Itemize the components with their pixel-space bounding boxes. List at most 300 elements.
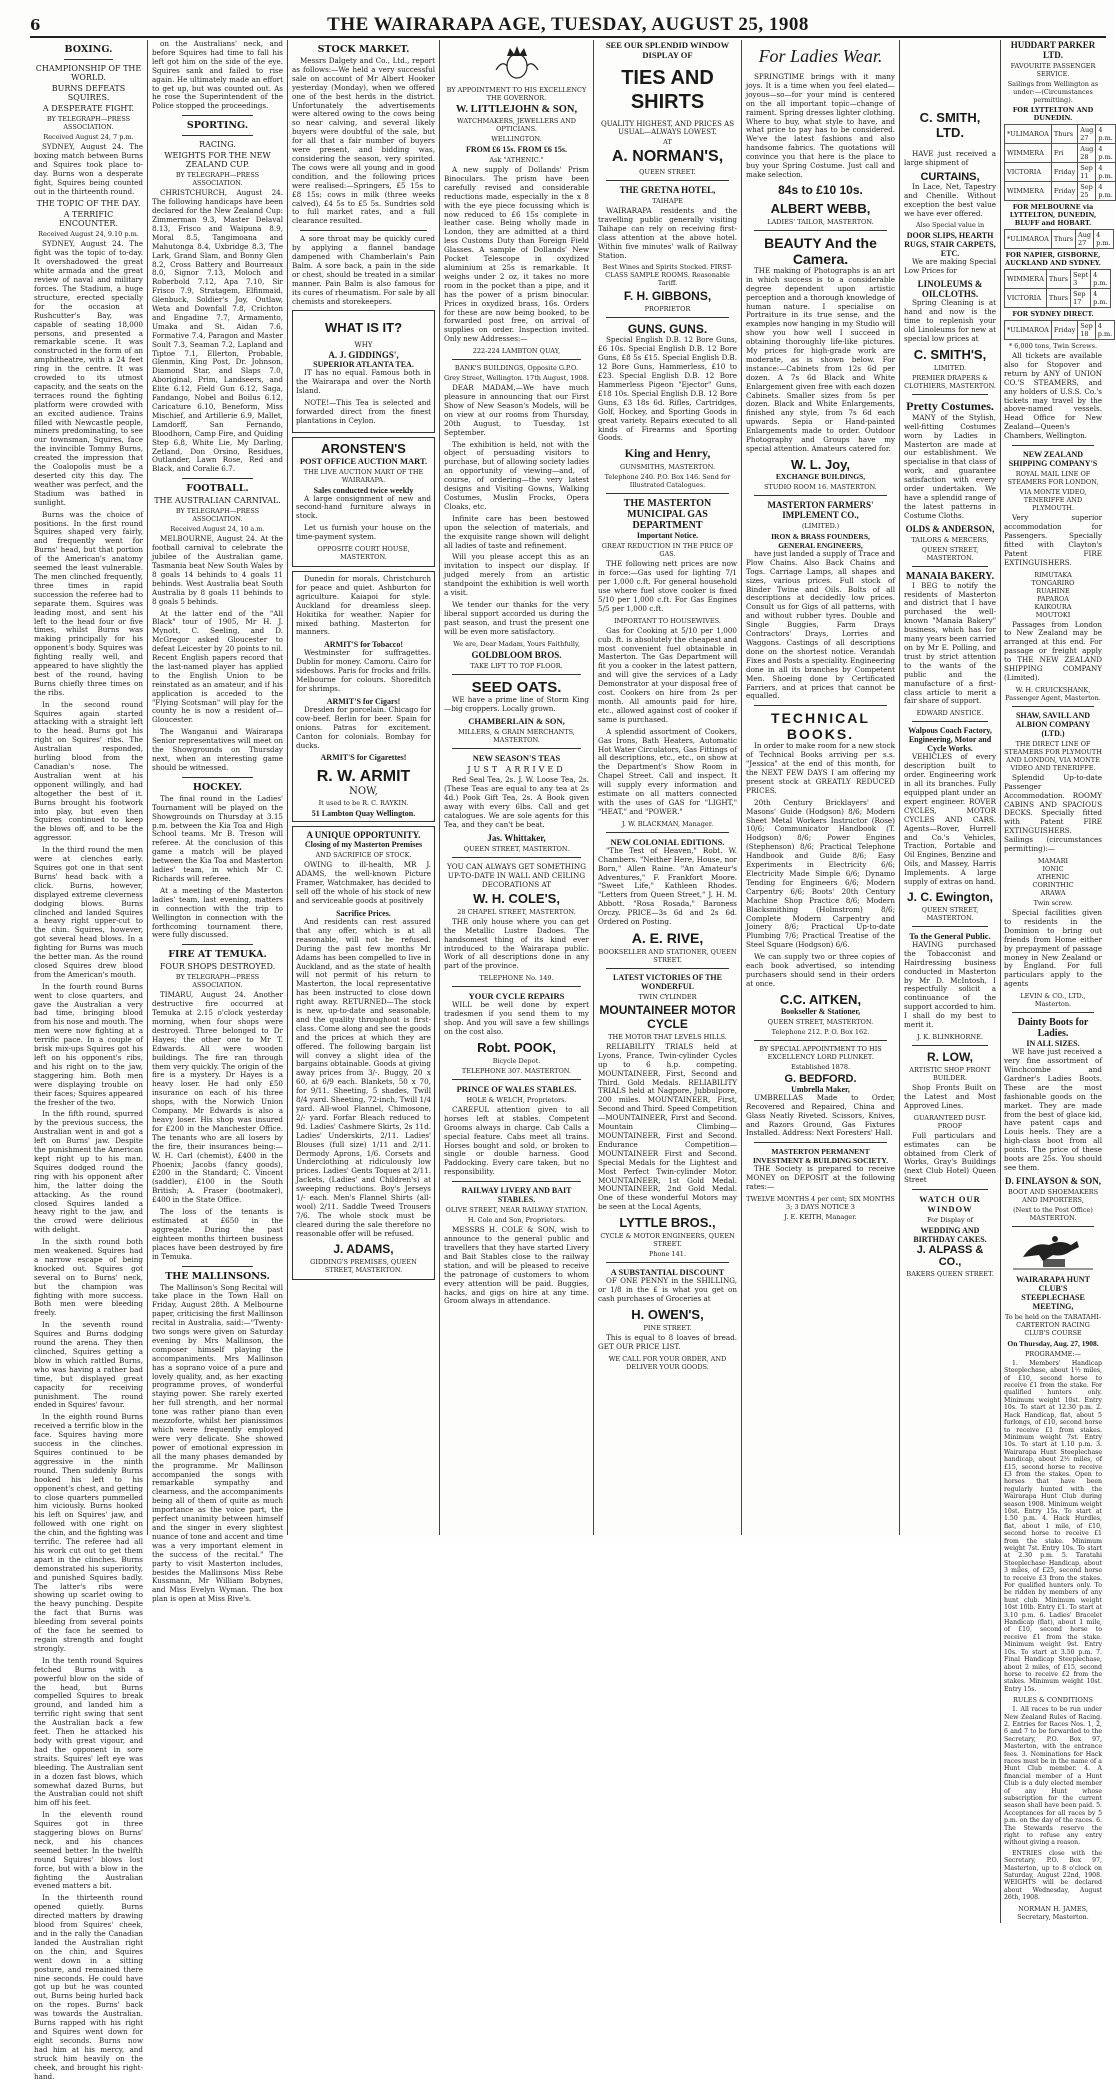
ad-address: CYCLE & MOTOR ENGINEERS, QUEEN STREET. (600, 1232, 735, 1249)
ad-name: Robt. POOK, (477, 1039, 556, 1055)
schedule-cell: Aug 27 (1076, 230, 1094, 249)
ad-headline: MANAIA BAKERY. (905, 570, 995, 582)
ad-text: have just landed a supply of Trace and Plow Chains. Also Back Chains and Togs. Carriage Lamps, all shapes and sizes, various prices. Full stock of Binder Twine and Oils. Bolts of all descriptions at decidedly low prices. Consult us for Gigs of all patterns, with and without rubber tyres. Double and Single Buggies, Farm Drays Contractors' Drays, Lorries and Waggons. Castings of all descriptions done on the shortest notice. Verandah Fixes and Posts a speciality. Engineering done in all its branches by Competent Men. Shoeing done by Certificated Farriers, and at prices that cannot be equalled. (746, 548, 895, 701)
ad-text: Passages from London to New Zealand may be arranged at this end. For passage or freight apply to THE NEW ZEALAND SHIPPING COMPANY (Limited). (1004, 619, 1102, 682)
article-paragraph: In the seventh round Squires and Burns dodging round the arena. They then clinched, Squires getting a blow in which rattled Burns, who was having a rather bad time, but displayed great capacity for receiving punishment. The round ended in Squires' favour. (34, 1320, 143, 1410)
ad-text: We tender our thanks for the very liberal support accorded us during the past season, and trust the present one will be even more satisfactory. (444, 599, 589, 636)
ad-subtitle: WATCHMAKERS, JEWELLERS AND OPTICIANS. (456, 117, 577, 133)
ad-subtitle: GENERAL ENGINEERS, (778, 540, 863, 550)
ad-headline: DOOR SLIPS, HEARTH RUGS, STAIR CARPETS, ETC. (904, 231, 996, 259)
schedule-cell: Sep 25 (1078, 182, 1096, 201)
ad-text: MESSRS H. COLE & SON, wish to announce to the general public and travellers that they have started Livery and Bait Stables close to the railway station, and will be pleased to receive the patronage of customers to whom every attention will be paid. Buggies, hacks, and gigs on hire at any time. Groom always in attendance. (444, 1225, 589, 1306)
ad-text: We are making Special Low Prices for (904, 257, 996, 276)
ad-name: ALBERT WEBB, (770, 200, 871, 216)
ad-text: In order to make room for a new stock of Technical Books arriving per s.s. "Jessica" at the end of this month, for the NEXT FEW DAYS I am offering my present stock at GREATLY REDUCED PRICES. (746, 741, 895, 795)
subheadline: THE TOPIC OF THE DAY. (36, 199, 141, 209)
schedule-row (1005, 289, 1111, 308)
ad-price: FROM £6 15s. FROM £6 15s. (465, 145, 568, 154)
ad-address: OLIVE STREET, NEAR RAILWAY STATION. (445, 1206, 588, 1215)
article-paragraph: The final round in the Ladies' Tournament will be played on the Showgrounds on Thursday at 3.15 p.m. between the Kia Toa and High School teams. Mr B. Treson will referee. At the conclusion of this game a match will be played between the Kia Toa and Masterton ladies' team, in which Mr C. Richards will referee. (152, 793, 283, 883)
article-paragraph: Messrs Dalgety and Co., Ltd., report as follows:—We held a very successful sale on account of Mr Albert Hooker yesterday (Monday), when we offered one of the best herds in the district. Unfortunately the advertisements were altered owing to the cows being so near calving, and several likely buyers were doubtful of the sale, but for all that a fair number of buyers were present, and bidding was, considering the season, very spirited. The cows were all young and in good condition, and the following prices were realised:—Springers, £5 15s to £8 15s; cows in milk (three weeks calved), £4 5s to £5 5s. Sundries sold to full market rates, and a full clearance resulted. (292, 56, 435, 226)
article-paragraph: In the third round the men were at clenches early. Squires got one in that sent Burns' head back with a click. Burns, however, displayed extreme cleverness dodging blows. Burns clinched and landed Squires a heavy right upper-cut to the chin. Squires, however, got several head blows. In a fighting for Burns was much the better man. As the round closed Squires drew blood from the American's mouth. (34, 845, 143, 979)
ad-text: TAKE LIFT TO TOP FLOOR. (470, 661, 563, 670)
ad-headline: WAIRARAPA HUNT CLUB'S (1016, 1274, 1090, 1293)
ad-name: CHAMBERLAIN & SON, (468, 716, 565, 727)
ad-text: A splendid assortment of Cookers, Gas Irons, Bath Heaters, Automatic Hot Water Circulators, Gas Fittings of all descriptions, etc., etc., on show at the Department's Show Room in Chapel Street. Call and inspect. It will supply every information and estimate on all matters connected with the uses of GAS for "LIGHT," "HEAT," and "POWER." (598, 726, 737, 816)
section-heading: STOCK MARKET. (317, 44, 410, 55)
ad-subtitle: GUARANTEED DUST-PROOF (913, 1113, 987, 1130)
ad-signature: W. H. CRUICKSHANK, Passenger Agent, Masterton. (1005, 685, 1101, 702)
ad-name: R. LOW, (927, 1050, 973, 1064)
ad-text: THE making of Photographs is an art in which success is to a considerable degree dependent upon artistic perception and a thorough knowledge of human nature. I specialise on Portraiture in its true sense, and the examples now hanging in my Studio will show you how well I succeed in obtaining thoroughly life-like pictures. My prices for high-grade work are moderate, as is shown below. For instance:—Cabinets from 12s 6d per dozen. A 7s 6d Black and White Enlargement given free with each dozen Cabinets. Smaller sizes from 5s per dozen. Black and White Enlargements, finished any style, from 7s 6d each upwards. Sepia or Hand-painted Enlargements made to order. Outdoor Photography and Groups have my special attention. Amateurs catered for. (746, 265, 895, 453)
column-2 (148, 39, 288, 1604)
received: Received August 24, 7 p.m. (43, 133, 134, 141)
masthead (30, 14, 1106, 38)
sailing-schedule (1004, 229, 1114, 249)
ad-signature: J. W. BLACKMAN, Manager. (621, 819, 714, 828)
schedule-cell: 4 p.m. (1091, 289, 1110, 308)
ship-list (1004, 857, 1102, 897)
ad-subtitle: PROGRAMME:— (1024, 1349, 1082, 1358)
ad-name: MASTERTON FARMERS' IMPLEMENT CO., (767, 499, 874, 520)
ad-text: YOU CAN ALWAYS GET SOMETHING UP-TO-DATE IN WALL AND CEILING DECORATIONS AT (447, 861, 586, 889)
ad-name: H. OWEN'S, (631, 1306, 704, 1322)
ad-headline: A SUBSTANTIAL DISCOUNT (610, 1267, 725, 1278)
ad-subtitle: IN ALL SIZES. (1026, 1039, 1080, 1049)
ad-name: J. ALPASS & CO., (916, 1244, 984, 1269)
article-paragraph: In the fourth round Burns went to close quarters, and gave the Australian a very bad time, bringing blood from his nose and mouth. The men were now fighting at a terrific pace. In a couple of brisk mix-ups Squires got his left on his opponent's ribs, and his right on to the jaw, staggering him. Both men were displaying trouble on their faces; Squires appeared the fresher of the two. (34, 981, 143, 1107)
ad-text: In Lace, Net, Tapestry and Chenille. Without exception the best value we have ever offered. (904, 181, 996, 218)
schedule-cell: Thurs (1046, 270, 1070, 289)
ad-subtitle: H. Cole and Son, Proprietors. (467, 1216, 566, 1225)
ad-text: * 6,000 tons, Twin Screws. (1008, 342, 1098, 350)
subheadline: THE AUSTRALIAN CARNIVAL. (154, 496, 281, 506)
schedule-row (1005, 182, 1116, 201)
article-paragraph: TIMARU, August 24. Another destructive fire occurred at Temuka at 2.15 o'clock yesterday morning, when four shops were destroyed. Three belonged to Dr Hayes; the other one to Mr T. Edwards. All were wooden buildings. The fire ran through them very quickly. The origin of the fire is a mystery. Dr Hayes is a heavy loser. He had only £50 insurance on each of his three shops, with the Norwich Union Company. Mr Edwards is also a heavy loser. His shop was insured for £200 in the Manchester Office. The tenants who are all losers by the fire, their insurances being:—W. H. Carl (chemist), £400 in the Phoenix; Jacobs (fancy goods), £200 in the Standard; C. Vincent (saddler), £100 in the South British; A. Fraser (bootmaker), £400 in the State Office. (152, 990, 283, 1205)
ad-address: PREMIER DRAPERS & CLOTHIERS, MASTERTON. (904, 373, 996, 390)
column-1 (30, 40, 148, 2081)
ad-headline: PRINCE OF WALES STABLES. (456, 1083, 577, 1094)
ad-headline: TECHNICAL BOOKS. (771, 710, 870, 743)
ad-headline: TIES AND SHIRTS (621, 67, 714, 113)
ad-headline: WHAT IS IT? (324, 320, 403, 336)
article-paragraph: In the thirteenth round opened quietly. Burns directed matters by drawing blood from Squires' cheek, and in the rally the Canadian landed the Australian right on the chin, and Squires went down in a sitting posture, and remained there nine seconds. He could have got up but he was counted out, Burns being hurled back on the ropes. Burns' back was towards the Australian. Burns rapped with his right and Squires went down for eight seconds. Burns now had him at his mercy, and struck him heavily on the cheek, and brought his right-hand. (34, 1893, 143, 2081)
ad-headline: A UNIQUE OPPORTUNITY. (306, 830, 421, 841)
schedule-cell: 4 p.m. (1091, 270, 1110, 289)
ad-subtitle: JUST ARRIVED (467, 765, 566, 775)
headline: CHAMPIONSHIP OF THE WORLD. (35, 64, 142, 82)
page-number: 6 (30, 16, 41, 34)
ad-text: WE have a prime line of Storm King—big croppers. Locally grown. (444, 694, 589, 713)
smith-ads (904, 40, 996, 1923)
ad-text: THE only house where you can get the Metallic Lustre Dadoes. The handsomest thing of its kind ever introduced to the Wairarapa public. Work of all descriptions done in any part of the province. (444, 916, 589, 971)
ad-text: Twin screw. (1033, 899, 1073, 907)
ad-text: BY APPOINTMENT TO HIS EXCELLENCY THE GOVERNOR. (446, 86, 587, 102)
ad-address: EXCHANGE BUILDINGS, (775, 471, 866, 481)
subheadline: RACING. (199, 140, 236, 150)
ad-subtitle: TAILORS & MERCERS, (911, 535, 989, 544)
ad-text: Gas for Cooking at 5/10 per 1,000 cub. ft. is absolutely the cheapest and most convenient fuel obtainable in Masterton. The Gas Department will fit you a cooker in the latest pattern, and will give the services of a Lady Demonstrator at your disposal free of cost. Cookers on hire from 2s per month. All amounts paid for hire, etc., allowed against cost of cooker if same is purchased. (598, 625, 737, 724)
ad-subtitle: IMPORTANT TO HOUSEWIVES. (614, 616, 721, 625)
schedule-cell: Aug 27 (1078, 125, 1096, 144)
credit: BY TELEGRAPH—PRESS ASSOCIATION. (46, 115, 131, 131)
horse-jumping-icon (1013, 1231, 1093, 1271)
ad-subtitle: Sacrifice Prices. (336, 908, 391, 918)
ad-text: Sailings from Wellington as under:—(Circumstances permitting). (1007, 80, 1099, 104)
ad-text: HAVE just received a large shipment of (904, 149, 996, 167)
ad-text: "The Test of Heaven," Robt. W. Chambers. "Neither Here, House, nor Born," Allen Raine. "An Amateur's Adventures," F. Frankfort Moore. "Sweet Life," Kathleen Rhodes. "Letters from Queen Street," J. H. M. Abbott. "Rosa Rosada," Baroness Orczy. PRICE—3s 6d and 2s 6d. Ordered on Posting. (598, 845, 737, 927)
ad-subtitle: FOR SYDNEY DIRECT. (1012, 310, 1094, 318)
article-paragraph: SYDNEY, August 24. The boxing match between Burns and Squires took place to-day. Burns won a desperate fight, Squires being counted out in the thirteenth round. (34, 142, 143, 196)
received: Received August 24, 9.10 p.m. (38, 230, 139, 239)
subheadline: FOUR SHOPS DESTROYED. (159, 962, 276, 972)
schedule-cell: Friday (1051, 321, 1077, 340)
schedule-cell: 4 p.m. (1096, 182, 1115, 201)
ad-text: Let us furnish your house on the time-payment system. (296, 523, 431, 542)
ad-subtitle: AND SACRIFICE OF STOCK. (315, 851, 412, 860)
ad-subtitle: FOR LYTTELTON AND DUNEDIN. (1012, 106, 1094, 122)
column-3 (288, 40, 440, 1535)
ad-name: J. C. Ewington, (907, 889, 993, 904)
sailing-schedule (1004, 124, 1116, 201)
ad-text: NOW, (349, 786, 378, 798)
ad-text: A large consignment of new and second-hand furniture always in stock. (296, 493, 431, 521)
ad-text: Phone 141. (648, 1250, 687, 1259)
ad-text: Grey Street, Wellington. 17th August, 1908. (444, 374, 589, 383)
ad-address: 222-224 LAMBTON QUAY, (472, 347, 561, 356)
ad-text: TELEPHONE No. 149. (479, 974, 554, 983)
section-heading: FOOTBALL. (186, 483, 249, 495)
ship-name: KAIKOURA (1034, 602, 1072, 611)
ad-address: QUEEN STREET, MASTERTON. (463, 844, 570, 853)
ship-name: ATHENIC (1036, 873, 1070, 881)
ad-text: And residents can rest assured that any offer, which is at all reasonable, will not be refused. During the past few months Mr Adams has been compelled to live in Auckland, and as the state of health will not permit of his return to Masterton, the local representative has been instructed to close down right away. RETURNED—The stock is new, up-to-date and seasonable, and the quality throughout is first-class. Come along and see the goods and the prices at which they are offered. The following bargain list will convey a slight idea of the bargains obtainable. Goods at giving away prices from 3/-. Buggy, 20 x 60, at 6/9 each. Blankets, 50 x 70, for 9/11. Sheeting, 5 shades, Twill 8/4 yard. Sheeting, 72-inch, Twill 1/4 yard. All-wool Flannel, Chimosone, 2/- yard. Forfar Bleach reduced to 9d. Ladies' Cashmere Skirts, 2s 11d. Ladies' Underskirts, 2/11. Ladies' Blouses (full size) 1/11 and 2/11. Dermody Aprons, 1/6. Corsets and Underclothing at ridiculously low prices. Ladies' Gents Toques at 2/11. Jackets, (Ladies' and Children's) at sweeping reductions. Boy's Jerseys 1/- each. Men's Flannel Shirts (all-wool) 2/11. Saddle Tweed Trousers 7/6. The whole stock must be cleared during the sale therefore no reasonable offer will be refused. (296, 916, 432, 1238)
ad-signature: J. E. KEITH, Manager. (784, 1213, 857, 1222)
ad-address: QUEEN STREET, MASTERTON. (921, 905, 979, 922)
ad-address: QUEEN STREET, MASTERTON. (921, 545, 979, 562)
ad-name: G. BEDFORD. (784, 1072, 857, 1085)
schedule-row (1005, 163, 1116, 182)
ad-subtitle: BOOT AND SHOEMAKERS AND IMPORTERS, (1007, 1187, 1099, 1204)
ad-text: NOTE!—This Tea is selected and forwarded direct from the finest plantations in Ceylon. (296, 397, 431, 425)
ad-subtitle: ROYAL MAIL LINE OF STEAMERS FOR LONDON, (1007, 470, 1099, 487)
ad-subtitle: THE DIRECT LINE OF STEAMERS FOR PLYMOUTH AND LONDON, VIA MONTE VIDEO AND TENERIFFE. (1004, 739, 1102, 772)
section-heading: BOXING. (64, 44, 113, 55)
ad-name: A. NORMAN'S, (611, 148, 724, 165)
ad-text: We can supply two or three copies of each book advertised, so intending purchasers should send in their orders at once. (746, 952, 895, 988)
ad-text: IT has no equal. Famous both in the Wairarapa and over the North Island. (296, 368, 431, 395)
schedule-cell: *ULIMAROA (1005, 321, 1052, 340)
ad-address: OPPOSITE COURT HOUSE, MASTERTON. (317, 545, 410, 562)
ad-text: 1. Members' Handicap Steeplechase, about 1½ miles, of £10, second horse to receive £1 from the stake. For qualified hunters only. Minimum weight 10st. Entry 10s. To start at 12.30 p.m. 2. Hack Handicap, flat, about 5 furlongs, of £10, second horse to receive £1 from stakes. Minimum weight 7st. Entry 10s. To start at 1.10 p.m. 3. Wairarapa Hunt Steeplechase handicap, about 2½ miles, of £15, second horse to receive £3 from the stakes. Open to horses that have been regularly hunted with the Wairarapa Hunt Club during season 1908. Minimum weight 10st. Entry 15s. To start at 1.50 p.m. 4. Hack Hurdles, flat, about 1 mile, of £10, second horse to receive £1 from the stake. Minimum weight 7st. Entry 10s. To start at 2.30 p.m. 5. Taratahi Steeplechase Handicap, about 3 miles, of £25, second horse to receive £3 from the stakes. For qualified hunters only. To be ridden by members of any hunt club. Minimum weight 10st 10lb. Entry £1. To start at 3.10 p.m. 6. Ladies' Bracelet Handicap (flat), about 1 mile, of £10, second horse to receive £1 from the stake. Minimum weight 9st. Entry 10s. To start at 3.50 p.m. 7. Final Handicap Steeplechase, about 2 miles, of £15, second horse to receive £2 from the stakes. Minimum weight 10st. Entry 15s. (1004, 1359, 1102, 1693)
ad-headline: Pretty Costumes. (906, 398, 994, 413)
ad-text: Splendid Up-to-date Passenger Accommodation. ROOMY CABINS AND SPACIOUS DECKS. Specially fitted with Patent FIRE EXTINGUISHERS. Sailings (circumstances permitting):— (1004, 772, 1102, 854)
ad-address: LADIES' TAILOR, MASTERTON. (767, 217, 874, 226)
ad-date: On Thursday, Aug. 27, 1908. (1007, 1338, 1099, 1348)
ad-name: Jas. Whittaker, (487, 832, 546, 843)
ad-name: A. E. RIVE, (631, 929, 704, 946)
article-paragraph: In the sixth round both men weakened. Squires had a narrow escape of being knocked out. Squires got several on to Burns' neck, but the champion was fighting with more success. Both men were bleeding freely. (34, 1237, 143, 1318)
schedule-cell: WIMMERA (1005, 144, 1052, 163)
ad-subtitle: ARMIT'S for Tobacco! (324, 640, 403, 650)
ad-headline: WEDDING AND BIRTHDAY CAKES. (913, 1226, 987, 1245)
article-paragraph: The loss of the tenants is estimated at £650 in the aggregate. During the past eighteen months thirteen business places have been destroyed by fire in Temuka. (152, 1207, 283, 1261)
ad-text: THE Society is prepared to receive MONEY on DEPOSIT at the following rates:— (746, 1164, 895, 1192)
ship-name: MOUTOKI (1035, 610, 1071, 619)
ad-headline: GUNS. GUNS. (627, 322, 708, 337)
ad-headline: YOUR CYCLE REPAIRS (468, 991, 565, 1002)
ad-headline: MOUNTAINEER MOTOR CYCLE (599, 1002, 736, 1031)
ship-list (1004, 571, 1102, 619)
article-paragraph: SYDNEY, August 24. The fight was the topic of to-day. It overshadowed the great white armada and the great review of naval and military forces. The Stadium, a huge structure, erected specially for the occasion at Rushcutter's Bay, was capable of seating 18,000 persons, and presented a remarkable scene. It was constructed in the form of an amphitheatre, with a 24 feet ring in the centre. It was crowded to its utmost capacity, and the seats on the terraces round the fighting platform were crowded with an excited audience. Trains filled with Newcastle people, miners predominating, to see our townsman, Squires, face the invincible Tommy Burns, created the impression that the Coalopolis must be a deserted city this day. The weather was perfect, and the Stadium was bathed in sunlight. (34, 239, 143, 507)
subheadline: A DESPERATE FIGHT. (42, 104, 135, 113)
schedule-cell: Sep 11 (1078, 163, 1096, 182)
ad-text: ENTRIES close with the Secretary, P.O. Box 97, Masterton, up to 8 o'clock on Saturday, August 22nd, 1908. WEIGHTS will be declared about Wednesday, August 26th, 1908. (1004, 1849, 1102, 1902)
ship-name: MAMARI (1037, 857, 1069, 865)
ad-subtitle: HOLE & WELCH, Proprietors. (466, 1095, 567, 1104)
ad-text: HAVING purchased the Tobacconist and Hairdressing business conducted in Masterton by Mr D. McIntosh, I respectfully solicit a continuance of the support accorded to him. I shall do my best to merit it. (904, 939, 996, 1030)
ad-text: We are, Dear Madam, Yours Faithfully, (453, 639, 580, 648)
schedule-cell: *ULIMAROA (1005, 125, 1052, 144)
ad-headline: BEAUTY And the Camera. (764, 234, 877, 267)
ad-subtitle: VIA MONTE VIDEO, TENERIFFE AND PLYMOUTH. (1019, 488, 1087, 513)
ad-text: WE have just received a very fine assortment of Winchcombe and Gardner's Ladies Boots. These are the most fashionable goods on the market. They are made from the best of glace kid, have patent caps and Louis heels. They are a high-class boot from all points. The price of these boots are 25s. You should see them. (1004, 1047, 1102, 1172)
article-paragraph: Burns was the choice of positions. In the first round Squires shaped very fairly, and frequently went for Burns' head, but that portion of the American's anatomy seemed the least vulnerable. The men clinched frequently, three times in rapid succession the referee had to separate them. Squires was leading most, and sent his left to the head four or five times, whilst Burns was making principally for his opponent's body. Squires was fighting really well, and appeared to have slightly the best of the round, having Burns chiefly three times on the ribs. (34, 509, 143, 697)
ad-address: STUDIO ROOM 16. MASTERTON. (764, 482, 877, 491)
ad-name: A. J. GIDDINGS', (328, 350, 399, 361)
ad-subtitle: Bookseller & Stationer, (780, 1006, 861, 1016)
subheadline: A TERRIFIC ENCOUNTER. (58, 210, 118, 229)
schedule-cell: WIMMERA (1005, 182, 1052, 201)
schedule-cell: 4 p.m. (1094, 230, 1113, 249)
ad-text: All tickets are available also for Stopover and return by ANY of UNION CO.'S STEAMERS, and any holders of U.S.S. Co.'s tickets may travel by the above-named vessels. Head Office for New Zealand—Queen's Chambers, Wellington. (1004, 351, 1102, 441)
ad-text: THE following nett prices are now in force:—Gas used for lighting 7/1 per 1,000 c.ft. For general household use where fuel stove cooker is fixed 5/10 per 1,000 c.ft. For Gas Engines 5/5 per 1,000 c.ft. (598, 559, 737, 613)
ad-subtitle: ARMIT'S for Cigarettes! (320, 753, 407, 763)
ad-address: MILLERS, & GRAIN MERCHANTS, MASTERTON. (458, 728, 575, 745)
ad-subtitle: FOR MELBOURNE via LYTTELTON, DUNEDIN, BLUFF and HOBART. (1009, 203, 1097, 227)
schedule-cell: Sep 18 (1078, 321, 1095, 340)
ad-name: W. H. COLE'S, (473, 890, 560, 906)
ad-text: OWING to ill-health, MR J. ADAMS, the well-known Picture Framer, Watchmaker, has decided to sell off the whole of his stock of new and serviceable goods at positively (296, 860, 431, 906)
ad-subtitle: (LIMITED.) (801, 521, 840, 530)
ad-subtitle: Umbrella Maker, (791, 1084, 850, 1094)
ad-text: Established 1878. (790, 1062, 851, 1071)
ship-name: RIMUTAKA (1034, 570, 1072, 579)
ad-text: Shop Fronts Built on the Latest and Most Approved Lines. (904, 1083, 996, 1110)
schedule-cell: Sep 17 (1071, 289, 1091, 308)
schedule-cell: Aug 28 (1078, 144, 1096, 163)
column-5 (594, 40, 742, 1535)
ad-signature: NORMAN H. JAMES, Secretary, Masterton. (1017, 1904, 1089, 1921)
ad-text: This is equal to 8 loaves of bread. GET OUR PRICE LIST. (598, 1332, 737, 1351)
ad-text: Will you please accept this as an invitation to inspect our display. If judged merely from an artistic standpoint the exhibition is well worth a visit. (444, 552, 589, 598)
credit: BY TELEGRAPH—PRESS ASSOCIATION. (175, 973, 260, 990)
ad-text: Special facilities given to residents in the Dominion to bring out friends from Home either by prepayment of passage money in New Zealand or by England. For full particulars apply to the agents (1004, 908, 1102, 989)
ad-address: 51 Lambton Quay Wellington. (311, 809, 416, 819)
article-paragraph: In the tenth round Squires fetched Burns with a powerful blow on the side of the head, but Burns compelled Squires to break ground, and landed him a terrific right swing that sent the Australian back a few feet. Then he attacked his body with great vigour, and had the opponent in sore straits. Squires' left eye was bleeding. The Australian sent in a dozen fast blows, which somewhat dazed Burns, but the Australian could not shift him off his feet. (34, 1655, 143, 1808)
ad-subtitle: IRON & BRASS FOUNDERS, (771, 531, 870, 541)
ad-address: QUEEN STREET. (639, 168, 696, 176)
article-paragraph: At a meeting of the Masterton ladies' team, last evening, matters in connection with the trip to Wellington in connection with the forthcoming tournament there, were fully discussed. (152, 885, 283, 940)
ad-name: GOLDBLOOM BROS. (471, 649, 562, 660)
ad-signature: EDWARD ANSTICE. (916, 709, 984, 718)
ad-name: SHAW, SAVILL AND ALBION COMPANY (LTD.) (1015, 710, 1091, 738)
shipping-ads (1000, 40, 1113, 1923)
article-paragraph: CHRISTCHURCH, August 24. The following handicaps have been declared for the New Zealand Cup: Zimmerman 9.3, Master Delaval 8.13, Frisco and Waipuna 8.9, Moral 8.5, Tangimoana and Mahutonga 8.4, Uxbridge 8.3, The Lark, Grand Slam, and Bonny Glen 8.2, Cross Battery and Bourreaux 8.0, Signor 7.13, Moloch and Roberbold 7.12, Apa 7.10, Sir Frisco 7.9, Stratagem, Elfinmaid, Glenbuck, Soldier's Joy, Outlaw, Weta and Downfall 7.8, Crichton and Engadine 7.7, Armamento, Umaka and St. Aidan 7.6, Formative 7.4, Paragon and Master Soult 7.3, Seaman 7.2, Lapland and Tiptoe 7.1, Ellerton, Probable, Glenmin, King Post, Dr. Johnson, Diamond Star, and Slaps 7.0, Aboriginal, Prim, Landseers, and Elite 6.12, Field Gun 6.12, Saga, Fandango, Nobel and Boilus 6.12, Caricature 6.10, Beneform, Miss Mischief, and Artillerie 6.9, Mallet, Lamdorff, San Fernando, Bloodhorn, Camp Fire, and Quiding Step 6.8, White Lie, My Darling, Zetland, Don Orsino, Residues, Outlander, Lawn Rose, Red and Black, and Coralie 6.7. (152, 188, 283, 474)
ad-text: 20th Century Bricklayers' and Masons' Guide (Hodgson) 8/6; Modern Sheet Metal Workers Instructor (Rose) 10/6; Communicator Handbook (T. Hodgson) 8/6; Power Engines (Stephenson) 8/6; Practical Telephone Handbook and Guide 8/6; Easy Experiments in Electricity 6/6; Electricity Made Simple 6/6; Dynamo Tending for Engineers 6/6; Modern Carpentry 6/6; Boots' 20th Century Machine Shop Practice 8/6; Modern Blacksmithing (Holmstrom) 8/6; Complete Modern Carpentry and Joinery 8/6; Practical Up-to-date Plumbing 7/6; Practical Treatise of the Steel Square (Hodgson) 6/6. (746, 797, 895, 950)
ad-name: J. ADAMS, (333, 1241, 394, 1256)
ad-text: The exhibition is held, not with the object of persuading visitors to purchase, but of allowing society ladies an opportunity of viewing—and, of course, of ordering—the very latest designs and Visiting Gowns, Walking Costumes, Muslin Frocks, Opera Cloaks, etc. (444, 439, 589, 511)
credit: BY TELEGRAPH—PRESS ASSOCIATION. (175, 171, 260, 188)
ad-text: Best Wines and Spirits Stocked. FIRST-CLASS SAMPLE ROOMS. Reasonable Tariff. (602, 263, 733, 288)
schedule-cell: Friday (1051, 163, 1077, 182)
ad-address: BAKERS QUEEN STREET. (906, 1270, 994, 1279)
ad-text: Very superior accommodation for Passengers. Specially fitted with Clayton's Patent FIRE EXTINGUISHERS. (1004, 513, 1102, 567)
ad-subtitle: THE MOTOR THAT LEVELS HILLS. (608, 1032, 727, 1041)
ship-name: IONIC (1042, 865, 1064, 873)
ad-text: WAIRARAPA residents and the travelling public generally visiting Taihape can rely on receiving first-class attention at the above hotel. Within five minutes' walk of Railway Station. (598, 206, 737, 260)
ad-text: Infinite care has been bestowed upon the selection of materials, and the exquisite range shown will delight all ladies of taste and refinement. (444, 513, 589, 550)
article-paragraph: The Wanganui and Wairarapa Senior representatives will meet on the Showgrounds on Thursday next, when an interesting game should be witnessed. (152, 727, 283, 772)
ad-text: It used to be R. C. RAYKIN. (318, 799, 409, 808)
article-paragraph: In the eleventh round Squires got in three staggering blows on Burns' neck, and his chances seemed better. In the twelfth round Squires' blows lost force, but with a blow in the fighting the Australian evened matters a bit. (34, 1810, 143, 1891)
ad-headline: NEW COLONIAL EDITIONS. (610, 836, 725, 847)
ad-subtitle: PROPRIETOR (644, 305, 691, 314)
ad-headline: CURTAINS, (920, 170, 980, 183)
schedule-cell: 4 p.m. (1096, 125, 1115, 144)
ad-name: C. SMITH'S, (913, 346, 987, 362)
ad-subtitle: ARMIT'S for Cigars! (326, 696, 401, 706)
ad-text: WILL be well done by expert tradesmen if you send them to my shop. And you will save a few shillings on the cost also. (444, 1000, 589, 1036)
ad-headline: WATCH OUR WINDOW (919, 1194, 981, 1215)
ad-text: Telephone 240. P.O. Box 146. Send for Illustrated Catalogues. (604, 473, 731, 490)
ad-text: SPRINGTIME brings with it many joys. It is a time when you feel elated—joyous—so—for your mind is centered on the all important topic—change of raiment. Spring dresses lighter clothing. Where to buy, what style to have, and what price to pay has to be considered. We've the latest fashions and also handsome fabrics. The quotations will convince you that here is the place to buy your Spring Costume. Just call and make selection. (746, 72, 895, 179)
ad-headline: LINOLEUMS & OILCLOTHS. (917, 279, 983, 300)
ad-name: D. FINLAYSON & SON, (1005, 1175, 1101, 1186)
ad-subtitle: FOR NAPIER, GISBORNE, AUCKLAND AND SYDNEY. (1005, 251, 1101, 267)
subheadline: BURNS DEFEATS SQUIRES. (51, 84, 126, 102)
ad-text: Telephone 212. P. O. Box 162. (771, 1027, 870, 1036)
ad-text: Westminster for suffragettes. Dublin for money. Camoru. Cairo for sideshows. Paris for frocks and frills. Melbourne for colours. Shoreditch for shrimps. (296, 648, 431, 693)
ad-address: QUEEN STREET, MASTERTON. (767, 1017, 874, 1026)
ad-text: To be held on the TARATAHI-CARTERTON RACING CLUB'S COURSE (1004, 1312, 1102, 1337)
ad-subtitle: RULES & CONDITIONS (1013, 1696, 1093, 1705)
article-paragraph: The Mallinson's Song Recital will take place in the Town Hall on Friday, August 28th. A Melbourne paper, criticising the first Mallinson recital in Australia, said:—"Twenty-two songs were given on Saturday evening by Mrs Mallinson, the composer himself playing the accompaniments. Mrs Mallinson has a soprano voice of a pure and lovely quality, and, as her exacting programme proves, of wonderful staying power. She rarely exerted her full strength, and her normal tone was rather piano than even mezzoforte, whilst her pianissimos which were frequently employed were very delicate. She showed power of emotional expression in all the many phases demanded by the programme. Mr Mallinson accompanied the songs with remarkable sympathy and clearness, and the accompaniments being all of them of quite as much importance as the voice part, the perfect unanimity between himself and the singer in every slightest nuance of tone and accent and time was a very important element in the success of the recital." The party to visit Masterton includes, besides the Mallinsons Miss Rebe Kussmann, Mr William Bobynes, and Miss Evelyn Wyman. The box plan is open at Miss Rive's. (152, 1282, 283, 1604)
schedule-cell: Sept 3 (1071, 270, 1091, 289)
ad-subtitle: Sales conducted twice weekly (313, 485, 414, 495)
ad-headline: For Ladies Wear. (758, 46, 883, 66)
ad-text: TELEPHONE 307. MASTERTON. (461, 1066, 572, 1075)
schedule-row (1005, 230, 1114, 249)
article-paragraph: In the second round Squires again started attacking with a straight left to the head. Burns got his right on Squires' ribs. The Australian responded, hurling blood from the Canadian's nose. The Australian went at his opponent willingly, and had altogether the best of it. Burns brought his footwork into play, but even then Squires continued to keep the blows off, and to be the aggressor. (34, 699, 143, 843)
ad-text: UMBRELLAS Made to Order, Recovered and Repaired, China and Glass Neatly Riveted. Scissors, Knives, and Razors Ground, Gas Fixtures Installed. Address: Next Foresters' Hall. (746, 1092, 895, 1138)
ad-subtitle: SUPERIOR ATLANTA TEA. (313, 360, 414, 370)
ad-text: A new supply of Dollands' Prism Binoculars. The prism have been carefully revised and considerable reductions made, especially in the x 8 with the eye piece focussing which is now reduced to £6 15s complete in leather case. Being wholly made in London, they are admitted at a third less Customs Duty than Foreign Field Glasses. A sample of Dollands' New Pocket Telescope in oxydized aluminium at 25s is remarkable. It weighs under 2 oz, it takes no more room in the pocket than a pipe, and it has the power of a prism binocular. Prices in oxydized brass, 16s. Orders for these are now being booked, to be forwarded post free, on arrival of supplies on order. Inspection invited. Only new Addresses:— (444, 165, 589, 344)
schedule-cell: Thurs (1051, 125, 1077, 144)
ad-text: DEAR MADAM,—We have much pleasure in announcing that our First Show of New Season's Models, will be on view at our rooms from Thursday, 20th August, to Tuesday, 1st September. (444, 383, 589, 437)
ad-headline: SEE OUR SPLENDID WINDOW DISPLAY OF (605, 40, 730, 60)
schedule-cell: 4 p.m. (1095, 321, 1114, 340)
ad-text: 1. All races to be run under New Zealand Rules of Racing. 2. Entries for Races Nos. 1, 2, 6 and 7 to be forwarded to the Secretary, P.O. Box 97, Masterton, with the entrance fees. 3. Nominations for Hack races must be in the name of a Hunt Club member. 4. A financial member of a Hunt Club is a duly elected member of any Hunt whose subscription for the current season shall have been paid. 5. Acceptances for all races by 5 p.m. on the day of the races. 6. The Stewards reserve the right to refuse any entry without giving a reason. (1004, 1706, 1102, 1847)
ad-subtitle: Bicycle Depot. (492, 1056, 541, 1065)
section-heading: HOCKEY. (192, 781, 243, 793)
ad-text: I BEG to notify the residents of Masterton and district that I have purchased the well-known "Manaia Bakery" business, which has for many years been carried on by Mr E. Polling, and trust by strict attention to the wants of the public and the manufacture of a first-class article to merit a fair share of support. (904, 580, 996, 706)
schedule-row (1005, 125, 1116, 144)
ad-address: TAIHAPE (652, 197, 683, 205)
royal-crest-icon (492, 44, 542, 82)
ad-headline: Walpous Coach Factory, Engineering, Motor and Cycle Works. (908, 726, 992, 754)
ad-text: THE LIVE AUCTION MART OF THE WAIRARAPA. (303, 467, 424, 484)
ad-text: Spring Cleaning is at hand and now is the time to replenish your old Linoleums for new at special low prices at (904, 298, 996, 343)
schedule-cell: 4 p.m. (1096, 163, 1115, 182)
ad-address: WELLINGTON. (491, 135, 542, 143)
schedule-cell: Fri (1051, 144, 1077, 163)
schedule-row (1005, 270, 1111, 289)
column-4 (440, 40, 594, 1535)
ad-text: Red Seal Tea, 2s. J. W. Loose Tea, 2s. (These Teas are equal to any tea at 2s 4d.) Pook Gift Tea, 2s. A Book given away with every 6lbs. Call and get catalogues. We are sole agents for this Tea, and they can't be beat. (444, 775, 589, 829)
ad-text: CAREFUL attention given to all horses left at stables. Competent Grooms always in charge. Cab Calls a special feature. Cabs meet all trains. Horses bought and sold, or broken to single or double harness. Good Paddocking. Every care taken, but no responsibility. (444, 1104, 589, 1177)
article-paragraph: MELBOURNE, August 24. At the football carnival to celebrate the jubilee of the Australian game, Tasmania beat New South Wales by 8 goals 14 behinds to 4 goals 11 behinds. West Australia beat South Australia by 8 goals 11 behinds to 8 goals 5 behinds. (152, 534, 283, 606)
ad-headline: NEW SEASON'S TEAS (472, 753, 561, 764)
ship-name: ARAWA (1040, 889, 1066, 897)
ad-text: Dresden for porcelain. Chicago for cow-beef. Berlin for beer. Spain for onions. Patras for excitement. Canton for colonials. Bombay for ducks. (296, 704, 431, 750)
ad-subtitle: Closing of my Masterton Premises (304, 840, 423, 850)
ad-name: King and Henry, (624, 446, 711, 461)
ad-text: Ask "ATHENIC." (489, 156, 544, 164)
ad-headline: THE MASTERTON MUNICIPAL GAS DEPARTMENT (623, 498, 712, 532)
ad-subtitle: POST OFFICE AUCTION MART. (299, 455, 428, 466)
ad-headline: To the General Public. (909, 930, 991, 941)
credit: BY TELEGRAPH—PRESS ASSOCIATION. (175, 507, 260, 524)
section-heading: SPORTING. (186, 120, 249, 132)
ad-name: LYTTLE BROS., (619, 1215, 716, 1231)
ad-text: Full particulars and estimates can be obtained from Clerk of Works, Gray's Buildings (next Club Hotel) Queen Street (904, 1130, 996, 1185)
ad-headline: STEEPLECHASE MEETING, (1021, 1292, 1085, 1311)
ad-subtitle: GREAT REDUCTION IN THE PRICE OF GAS. (601, 542, 734, 559)
ad-name: F. H. GIBBONS, (623, 289, 712, 304)
ad-headline: RAILWAY LIVERY AND BAIT STABLES. (461, 1186, 572, 1205)
article-paragraph: In the fifth round, spurred by the previous success, the Australian went in and got a left on Burns' jaw. Despite the punishment the American kept right up to his man. Squires dodged round the ring with his opponent after him, the latter doing the attacking. As the round closed Squires landed a heavy right to the jaw, and the crowd were delirious with delight. (34, 1109, 143, 1235)
newspaper-title: THE WAIRARAPA AGE, TUESDAY, AUGUST 25, 1908 (327, 14, 809, 35)
ad-address: (Next to the Post Office) MASTERTON. (1013, 1205, 1093, 1222)
ad-headline: MASTERTON PERMANENT INVESTMENT & BUILDING SOCIETY. (752, 1147, 889, 1166)
ad-text: OF ONE PENNY in the SHILLING, or 1/8 in the £ is what you get on cash purchases of Groceries at (598, 1276, 737, 1303)
schedule-cell: VICTORIA (1005, 163, 1052, 182)
ad-headline: Dainty Boots for Ladies. (1017, 1017, 1089, 1040)
ad-price: 84s to £10 10s. (778, 182, 863, 197)
ship-name: TONGARIRO (1031, 578, 1075, 587)
ad-text: Special English D.B. 12 Bore Guns, £6 10s. Special English D.B. 12 Bore Guns, £8 5s £15. Special English D.B. 12 Bore Guns, Hammerless, £10 to £23. Special English D.B. 12 Bore Hammerless Pigeon "Ejector" Guns, £18 10s. Special English D.B. 12 Bore Guns, £3 18s 6d. Rifles, Cartridges, Golf, Hockey, and Sporting Goods in great variety. Repairs executed to all kinds of Firearms and Sporting Goods. (598, 335, 737, 443)
ad-address: GIDDING'S PREMISES, QUEEN STREET, MASTERTON. (310, 1257, 417, 1274)
schedule-row (1005, 321, 1115, 340)
article-paragraph: A sore throat may be quickly cured by applying a flannel bandage dampened with Chamberlain's Pain Balm. A sore back, a pain in the side or chest, should be treated in a similar manner. Pain Balm is also famous for its cures of rheumatism. For sale by all chemists and storekeepers. (292, 234, 435, 306)
ad-name: ARONSTEN'S (321, 440, 406, 456)
column-6 (742, 40, 900, 1535)
article-paragraph: At the latter end of the "All Black" tour of 1905, Mr H. J. Mynott, C. Seeling, and D. McGregor asked Gloucester to defeat Leicester by 20 points to nil. Recent English papers record that the last-named player has applied to the English Union to be reinstated as an amateur, and if his application is acceded to the "Flying Scotsman" will play for the county he is now a resident of—Gloucester. (152, 608, 283, 725)
ad-text: RELIABILITY TRIALS held at Lyons, France, Twin-cylinder Cycles up to 6 h.p. competing. MOUNTAINEER, First, Second and Third. Gold Medals. RELIABILITY TRIALS held at Nagpore, Jubbulpore, 200 miles. MOUNTAINEER, First, Second and Third. Speed Competition—MOUNTAINEER, First and Second. Mountain Climbing—MOUNTAINEER, First and Second. Endurance Competition—MOUNTAINEER First and Second. Special Medals for the Lightest and Most Perfect Twin-cylinder Motor. MOUNTAINEER, 1st Gold Medal. MOUNTAINEER, 2nd Gold Medal. One of these wonderful Motors may be seen at the Local Agents, (598, 1041, 737, 1212)
schedule-cell: 4 p.m. (1096, 144, 1115, 163)
schedule-cell: *ULIMAROA (1005, 230, 1052, 249)
ad-text: TWELVE MONTHS 4 per cent; SIX MONTHS 3; 3 DAYS NOTICE 3 (746, 1195, 895, 1212)
ad-text: AT (663, 138, 672, 146)
ad-text: VEHICLES of every description built to order. Engineering work in all its branches. Fully equipped plant under an expert engineer. ROVER CYCLES, MOTOR CYCLES AND CARS. Agents—Rover, Hurrell and Co.'s Vehicles, Traction, Portable and Oil Engines, Benzine and Oils, and Massey, Harris Implements. A large supply of extras on hand. (904, 752, 996, 887)
sailing-schedule (1004, 320, 1115, 340)
section-heading: THE MALLINSONS. (165, 1270, 270, 1282)
article-paragraph: on the Australians' neck, and before Squires had time to fall his left got him on the side of the eye. Squires sank and failed to rise again. He ultimately made an effort to get up, but was counted out. As he rose the Superintendent of the Police stopped the proceedings. (152, 39, 283, 111)
ad-name: C. SMITH, LTD. (919, 110, 981, 140)
ad-text: Dunedin for morals. Christchurch for peace and quiet. Ashburton for agriculture. Kaiapoi for style. Auckland for dreamless sleep. Hokitika for weather. Napier for mixed bathing. Masterton for manners. (296, 574, 431, 637)
column-7 (900, 40, 1113, 1921)
